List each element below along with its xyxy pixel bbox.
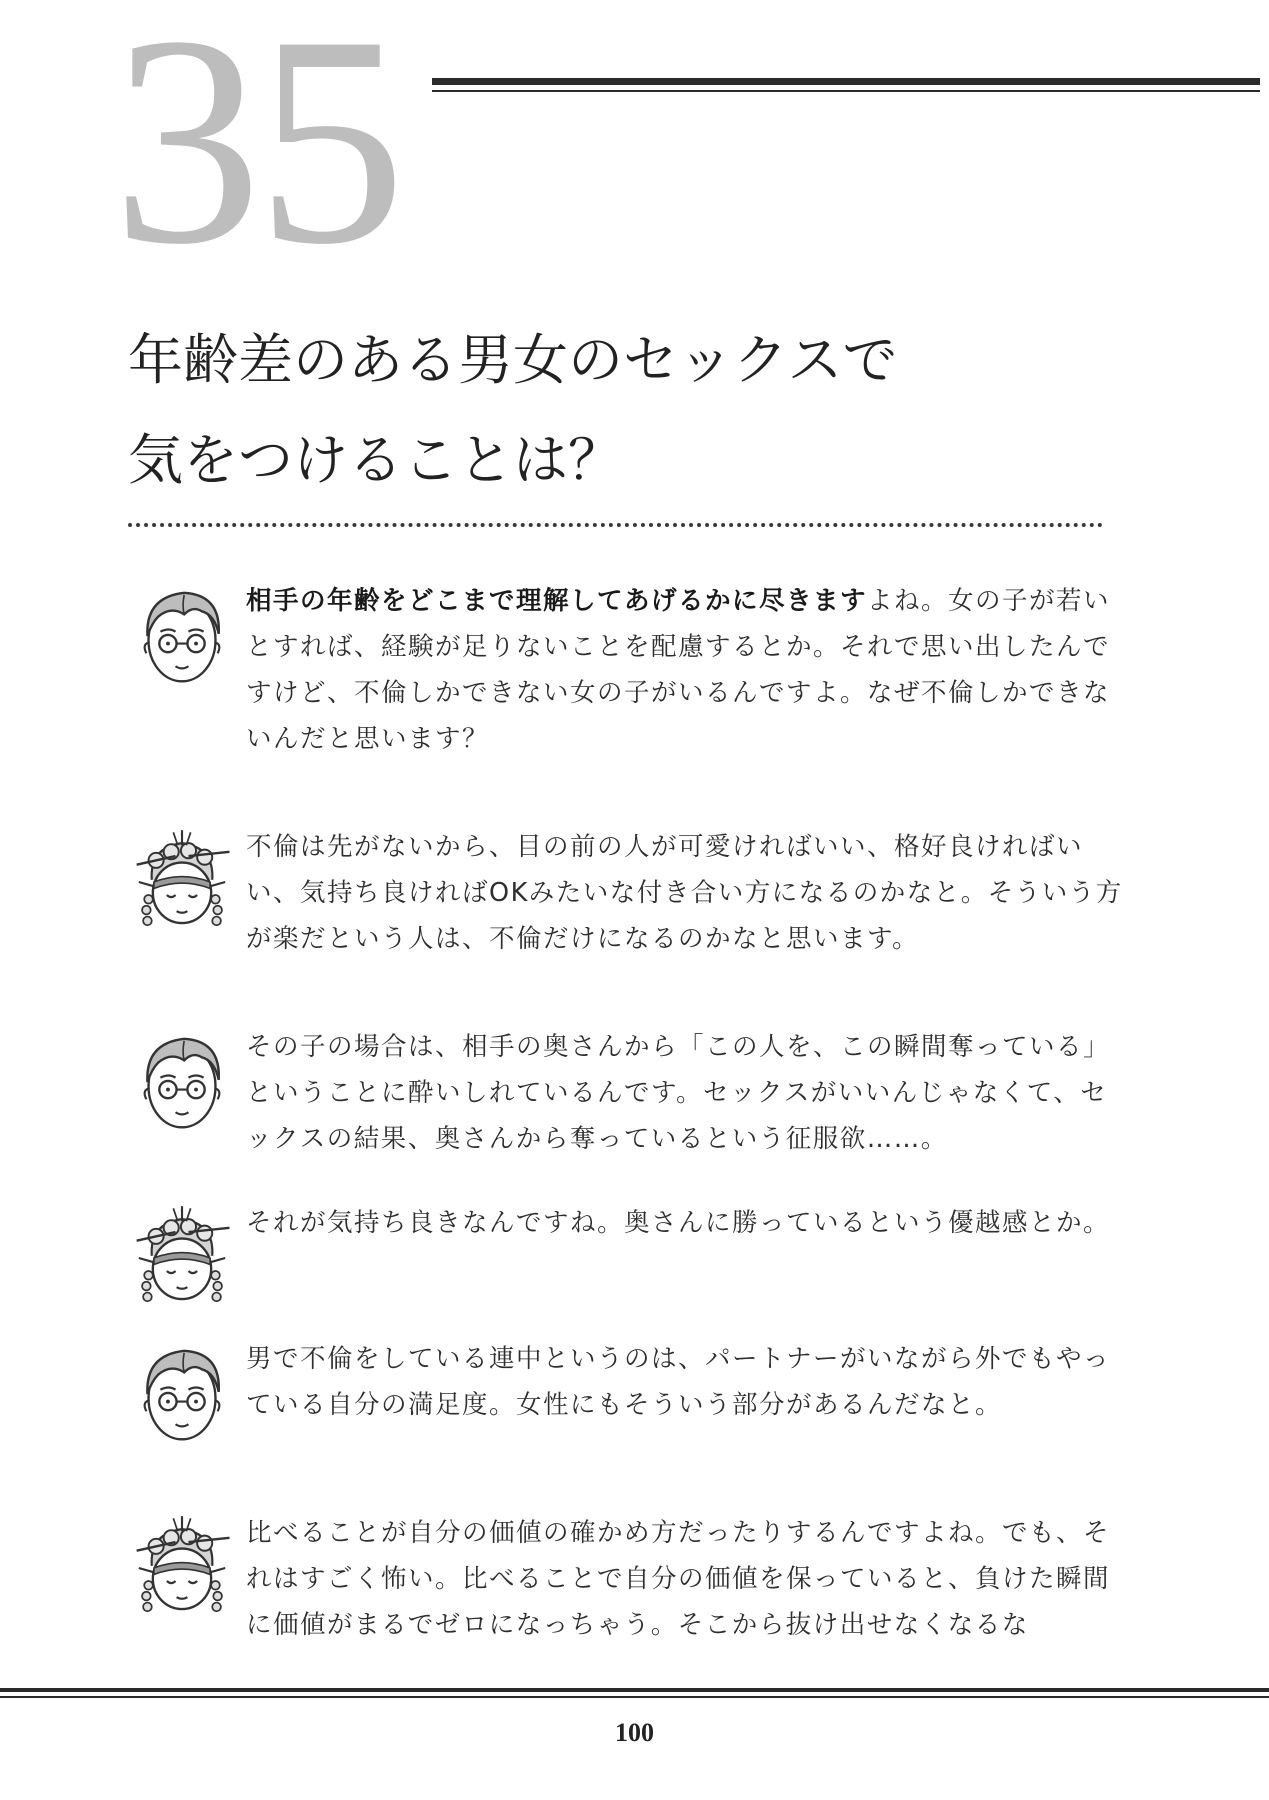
dialogue-entry bbox=[128, 1510, 1128, 1648]
man-glasses-avatar-icon bbox=[128, 580, 236, 692]
dialogue-text: それが気持ち良きなんですね。奥さんに勝っているという優越感とか。 bbox=[246, 1208, 1111, 1238]
man-glasses-avatar-icon bbox=[128, 1026, 236, 1138]
dialogue-list bbox=[128, 578, 1128, 1648]
dialogue-text: 不倫は先がないから、目の前の人が可愛ければいい、格好良ければいい、気持ち良ければOKみたいな付き合い方になるのかなと。そういう方が楽だという人は、不倫だけになるのかなと思います。 bbox=[246, 832, 1123, 954]
title-line-2: 気をつけることは？ bbox=[128, 428, 624, 492]
dialogue-entry bbox=[128, 578, 1128, 762]
dialogue-text: 相手の年齢をどこまで理解してあげるかに尽きますよね。女の子が若いとすれば、経験が足りないことを配慮するとか。それで思い出したんですけど、不倫しかできない女の子がいるんですよ。なぜ不倫しかできないんだと思います？ bbox=[246, 586, 1111, 754]
dialogue-text: 比べることが自分の価値の確かめ方だったりするんですよね。でも、それはすごく怖い。比べることで自分の価値を保っていると、負けた瞬間に価値がまるでゼロになっちゃう。そこから抜け出せなくなるな bbox=[246, 1518, 1111, 1640]
dialogue-text: 男で不倫をしている連中というのは、パートナーがいながら外でもやっている自分の満足度。女性にもそういう部分があるんだなと。 bbox=[246, 1344, 1111, 1420]
header-divider bbox=[432, 78, 1260, 92]
dotted-divider bbox=[128, 523, 1103, 527]
woman-curlers-avatar-icon bbox=[128, 826, 236, 938]
dialogue-entry bbox=[128, 1200, 1128, 1314]
title-line-1: 年齢差のある男女のセックスで bbox=[128, 328, 898, 392]
page-title bbox=[128, 310, 897, 510]
emphasis-text: 相手の年齢をどこまで理解してあげるかに尽きます bbox=[246, 586, 868, 616]
dialogue-entry bbox=[128, 1336, 1128, 1450]
footer-divider bbox=[0, 1688, 1269, 1698]
woman-curlers-avatar-icon bbox=[128, 1512, 236, 1624]
dialogue-entry bbox=[128, 1024, 1128, 1162]
dialogue-entry bbox=[128, 824, 1128, 962]
page-number: 100 bbox=[615, 1718, 654, 1747]
woman-curlers-avatar-icon bbox=[128, 1202, 236, 1314]
chapter-number: 35 bbox=[112, 0, 400, 306]
man-glasses-avatar-icon bbox=[128, 1338, 236, 1450]
dialogue-text: その子の場合は、相手の奥さんから「この人を、この瞬間奪っている」ということに酔いしれているんです。セックスがいいんじゃなくて、セックスの結果、奥さんから奪っているという征服欲……。 bbox=[246, 1032, 1111, 1154]
